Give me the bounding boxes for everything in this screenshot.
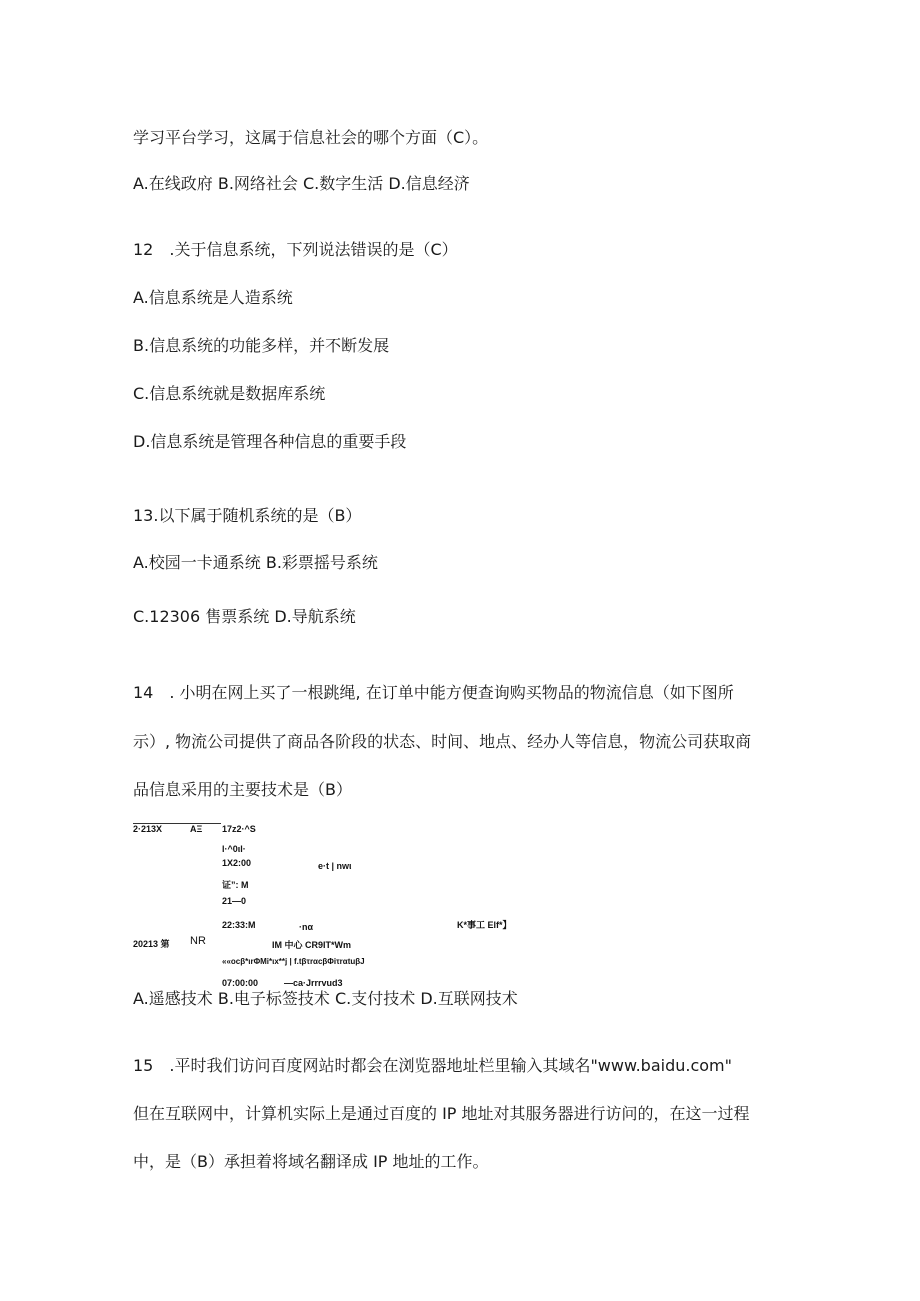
- image-text: 2·213X: [133, 824, 163, 834]
- question-11-options: A.在线政府 B.网络社会 C.数字生活 D.信息经济: [133, 174, 470, 193]
- image-text: K*事工 Elf*】: [457, 920, 512, 930]
- question-12-option-b: B.信息系统的功能多样，并不断发展: [133, 336, 390, 355]
- question-15-stem-line-3: 中，是（B）承担着将域名翻译成 IP 地址的工作。: [133, 1152, 489, 1171]
- question-12-option-a: A.信息系统是人造系统: [133, 288, 293, 307]
- image-text: l·^0ιl·: [222, 844, 246, 854]
- image-text: 证”: M: [222, 880, 249, 890]
- image-text: ««ocβ*ιrΦMi*ιx**j | f.tβτrαcβΦiτrαtuβJ: [222, 957, 365, 966]
- question-15-stem-line-2: 但在互联网中，计算机实际上是通过百度的 IP 地址对其服务器进行访问的，在这一过程: [133, 1104, 750, 1123]
- logistics-tracking-image: [133, 818, 553, 990]
- question-12-option-d: D.信息系统是管理各种信息的重要手段: [133, 432, 407, 451]
- image-text: 21—0: [222, 896, 247, 906]
- question-13-stem: 13.以下属于随机系统的是（B）: [133, 506, 362, 525]
- question-14-stem-line-3: 品信息采用的主要技术是（B）: [133, 780, 352, 799]
- question-12-option-c: C.信息系统就是数据库系统: [133, 384, 326, 403]
- image-text: 22:33:M: [222, 920, 256, 930]
- question-14-options: A.遥感技术 B.电子标签技术 C.支付技术 D.互联网技术: [133, 989, 518, 1008]
- image-text: AΞ: [190, 824, 203, 834]
- image-text: 07:00:00: [222, 978, 259, 988]
- image-text: 1X2:00: [222, 858, 252, 868]
- image-text: 20213 第: [133, 939, 170, 949]
- question-13-options-cd: C.12306 售票系统 D.导航系统: [133, 607, 356, 626]
- question-15-stem-line-1: 15 .平时我们访问百度网站时都会在浏览器地址栏里输入其域名"www.baidu.com": [133, 1056, 733, 1075]
- image-text: —ca·Jrrrvud3: [284, 978, 343, 988]
- image-text: e·t | nwι: [318, 861, 352, 871]
- question-11-text-end: 学习平台学习，这属于信息社会的哪个方面（C）。: [133, 128, 489, 147]
- question-13-options-ab: A.校园一卡通系统 B.彩票摇号系统: [133, 553, 378, 572]
- question-12-stem: 12 .关于信息系统，下列说法错误的是（C）: [133, 240, 458, 259]
- image-text: ·nα: [299, 922, 314, 932]
- question-14-stem-line-2: 示）, 物流公司提供了商品各阶段的状态、时间、地点、经办人等信息，物流公司获取商: [133, 732, 752, 751]
- image-text: 17z2·^S: [222, 824, 256, 834]
- image-text: IM 中心 CR9IT*Wm: [272, 940, 352, 950]
- question-14-stem-line-1: 14 . 小明在网上买了一根跳绳, 在订单中能方便查询购买物品的物流信息（如下图所: [133, 683, 734, 702]
- image-text: NR: [190, 935, 206, 947]
